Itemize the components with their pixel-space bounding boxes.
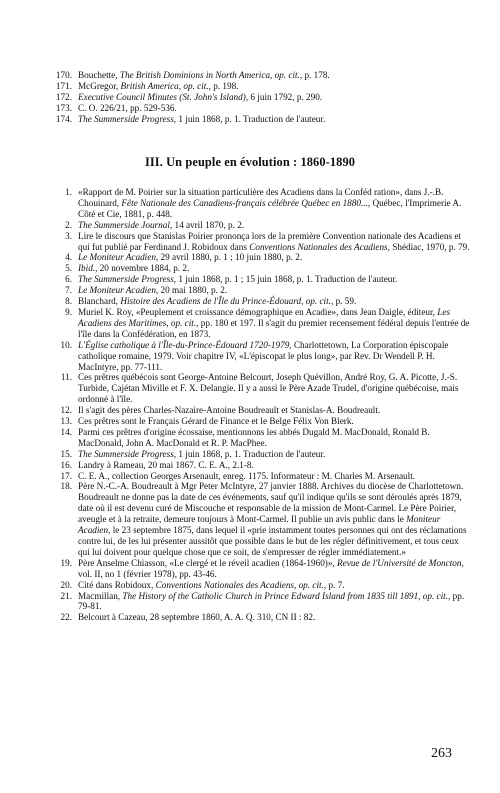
footnote-text-roman: , p. 7. [323,579,345,590]
footnote-number: 1. [65,187,72,197]
footnote-text-roman: Blanchard, [78,296,121,307]
footnote-text [78,460,470,471]
footnote-number: 15. [60,448,72,459]
footnote-text-italic: The Summerside Journal [78,219,170,230]
footnote-text [78,481,470,557]
footnote-text [78,416,470,427]
footnote-text-roman: , p. 59. [330,296,357,307]
footnote-number: 14. [60,426,72,437]
footnote-text [78,274,470,285]
footnote-number: 170. [55,70,72,80]
footnote-number: 16. [60,459,72,470]
footnote-number: 10. [60,339,72,350]
footnote-text-italic: Executive Council Minutes (St. John's Island) [78,91,246,102]
footnote-text [78,307,470,340]
footnote-text [78,427,470,449]
footnote-text-roman: , Shédiac, 1970, p. 79. [387,241,470,252]
footnote-text [78,580,470,591]
footnote-number: 13. [60,416,72,427]
footnote-number: 174. [55,113,72,124]
footnote-item [44,460,470,471]
footnote-number: 3. [65,230,72,241]
footnote-item [44,471,470,482]
footnote-text-italic: British America, op. cit. [120,80,209,91]
footnote-text-roman: Lire le discours que Stanislas Poirier prononça lors de la première Convention nationale des Acadiens et qui fut publié par Ferdinand J. Robidoux dans [78,230,461,252]
footnote-text [78,612,470,623]
footnote-text-roman: C. E. A., collection Georges Arsenault, enreg. 1175. Informateur : M. Charles M. Arsenault. [78,470,416,481]
footnote-text-italic: The History of the Catholic Church in Prince Edward Island from 1835 till 1891, op. cit. [122,590,449,601]
footnote-text-roman: Landry à Rameau, 20 mai 1867. C. E. A., 2.1-8. [78,459,254,470]
footnote-item [44,263,470,274]
footnote-text-roman: McGregor, [78,80,121,91]
footnote-text [78,263,470,274]
footnote-text-roman: , 1 juin 1868, p. 1. Traduction de l'auteur. [173,448,326,459]
footnote-text-italic: Histoire des Acadiens de l'Île du Prince-Édouard, op. cit. [120,296,331,307]
footnote-text-italic: Conventions Nationales des Acadiens, op. cit. [155,579,324,590]
footnote-item [44,405,470,416]
footnote-text-roman: Il s'agit des pères Charles-Nazaire-Antoine Boudreault et Stanislas-A. Boudreault. [78,405,381,416]
footnote-text [78,405,470,416]
footnote-text [78,187,470,220]
footnote-text [78,70,470,81]
footnote-text-roman: , 20 mai 1880, p. 2. [155,285,228,296]
footnote-item [44,449,470,460]
footnote-number: 5. [65,263,72,274]
footnote-number: 19. [60,557,72,568]
footnote-text-italic: Le Moniteur Acadien [78,252,156,263]
footnote-text [78,81,470,92]
page-number: 263 [431,746,452,761]
section-title: III. Un peuple en évolution : 1860-1890 [144,155,356,169]
footnote-item [44,340,470,373]
footnote-number: 171. [55,80,72,91]
footnote-number: 172. [55,91,72,102]
footnote-text-roman: Père N.-C.-A. Boudreault à Mgr Peter McIntyre, 27 janvier 1888. Archives du diocèse de Charlottetown. Boudreault ne donne pas la date de ces événements, sauf qu'il indique qu'ils se sont déroulés après 1879, date où il est devenu curé de Miscouche et responsable de la mission de Mont-Carmel. Le Père Poirier, aveugle et à la retraite, demeure toujours à Mont-Carmel. Il publie un avis public dans le [78,481,464,525]
footnote-number: 11. [60,372,72,383]
footnote-item [44,285,470,296]
footnote-text-italic: The Summerside Progress [78,113,174,124]
footnote-text [78,340,470,373]
footnote-text [78,558,470,580]
footnote-item [44,558,470,580]
footnote-text-italic: Le Moniteur Acadien [78,285,156,296]
footnote-text-italic: Revue de l'Université de Moncton [337,557,462,568]
footnote-text-roman: , 1 juin 1868, p. 1 ; 15 juin 1868, p. 1. Traduction de l'auteur. [173,274,398,285]
footnote-number: 20. [60,579,72,590]
footnote-item [44,612,470,623]
footnote-item [44,187,470,220]
footnote-number: 12. [60,405,72,416]
footnote-text-roman: , 14 avril 1870, p. 2. [169,219,245,230]
footnote-item [44,103,470,114]
footnote-text [78,92,470,103]
footnote-item [44,307,470,340]
footnote-item [44,231,470,253]
footnote-number: 17. [60,470,72,481]
footnote-text-roman: Cité dans Robidoux, [78,579,156,590]
footnote-number: 8. [65,296,72,307]
footnote-text-roman: Parmi ces prêtres d'origine écossaise, mentionnons les abbés Dugald M. MacDonald, Ronald B. MacDonald, John A. MacDonald et R. P. MacPhee. [78,426,430,448]
footnote-text-roman: , 20 novembre 1884, p. 2. [95,263,190,274]
footnote-text-italic: The Summerside Progress [78,448,174,459]
footnote-number: 173. [55,102,72,113]
footnote-item [44,252,470,263]
top-notes-list [44,70,470,125]
footnote-text-italic: Les Acadiens des Maritimes, op. cit. [78,306,451,328]
footnote-number: 21. [60,590,72,601]
footnote-text-roman: Ces prêtres sont le Français Gérard de Finance et le Belge Félix Von Blerk. [78,416,354,427]
footnote-text-roman: , p. 178. [299,70,330,80]
footnote-text-italic: Fête Nationale des Canadiens-français célébrée Québec en 1880... [121,197,368,208]
footnote-text-roman: Bouchette, [78,70,120,80]
footnote-text [78,114,470,125]
footnote-text [78,449,470,460]
footnote-text-roman: , 6 juin 1792, p. 290. [245,91,323,102]
footnote-text-roman: Macmillan, [78,590,123,601]
footnote-text [78,296,470,307]
footnote-text-roman: Muriel K. Roy, «Peuplement et croissance démographique en Acadie», dans Jean Daigle, éditeur, [78,306,438,317]
footnote-item [44,274,470,285]
footnote-item [44,296,470,307]
footnote-text-roman: «Rapport de M. Poirier sur la situation particulière des Acadiens dans la Conféd ration», dans J.-.B. Chouinard, [78,187,444,208]
footnote-text [78,372,470,405]
footnote-number: 7. [65,285,72,296]
footnote-text-italic: L'Église catholique à l'Île-du-Prince-Édouard 1720-1979 [78,339,290,350]
footnote-item [44,70,470,81]
footnote-text [78,231,470,253]
footnote-item [44,481,470,557]
footnote-number: 22. [60,612,72,623]
footnote-number: 18. [60,481,72,492]
footnote-text-roman: , pp. 79-81. [78,590,465,612]
footnote-text-roman: C. O. 226/21, pp. 529-536. [78,102,177,113]
footnote-item [44,427,470,449]
footnote-text-roman: , 29 avril 1880, p. 1 ; 10 juin 1880, p. 2. [155,252,303,263]
footnote-text-roman: , Québec, l'Imprimerie A. Côté et Cie, 1881, p. 448. [78,197,462,219]
footnote-text-roman: , Charlottetown, La Corporation épiscopale catholique romaine, 1979. Voir chapitre IV, «L'épiscopat le plus long», par Rev. Dr Wendell P. H. MacIntyre, pp. 77-111. [78,339,449,372]
footnote-text [78,220,470,231]
footnote-item [44,92,470,103]
footnote-item [44,580,470,591]
footnote-text-roman: , 1 juin 1868, p. 1. Traduction de l'auteur. [173,113,326,124]
footnote-number: 2. [65,219,72,230]
footnote-text-italic: The Summerside Progress [78,274,174,285]
footnote-text-roman: , vol. II, no 1 (février 1978), pp. 43-46. [78,557,464,579]
footnote-text [78,103,470,114]
footnote-text [78,471,470,482]
footnote-text-italic: Ibid. [78,263,96,274]
footnote-text-roman: , pp. 180 et 197. Il s'agit du premier recensement fédéral depuis l'entrée de l'île dans la Confédération, en 1873. [78,317,470,339]
footnote-text-italic: The British Dominions in North America, op. cit. [119,70,300,80]
footnote-text-italic: Moniteur Acadien [78,514,441,536]
footnote-text-roman: Belcourt à Cazeau, 28 septembre 1860, A. A. Q. 310, CN II : 82. [78,612,316,623]
footnote-text-roman: , le 23 septembre 1875, dans lequel il «prie instamment toutes personnes qui ont des réclamations contre lui, de les lui présenter aussitôt que possible dans le but de les régler définitivement, et tous ceux qui lui doivent pour quelque chose que ce soit, de s'empresser de régler immédiatement.» [78,525,467,557]
footnote-text-italic: Conventions Nationales des Acadiens [249,241,388,252]
footnote-number: 6. [65,274,72,285]
footnote-item [44,372,470,405]
footnote-text-roman: Père Anselme Chiasson, «Le clergé et le réveil acadien (1864-1960)», [78,557,338,568]
footnote-text [78,591,470,613]
footnote-number: 9. [65,306,72,317]
footnote-item [44,114,470,125]
footnote-item [44,591,470,613]
bottom-notes-list [44,187,470,623]
footnote-text [78,252,470,263]
footnote-text-roman: , p. 198. [208,80,239,91]
footnote-item [44,220,470,231]
footnote-number: 4. [65,252,72,263]
footnote-item [44,416,470,427]
footnote-text-roman: Ces prêtres québécois sont George-Antoine Belcourt, Joseph Quévillon, André Roy, G. A. Picotte, J.-S. Turbide, Cajétan Miville et F. X. Delangie. Il y a aussi le Père Azade Trudel, d'origine québécoise, mais ordonné à l'île. [78,372,459,405]
footnote-text [78,285,470,296]
footnote-item [44,81,470,92]
